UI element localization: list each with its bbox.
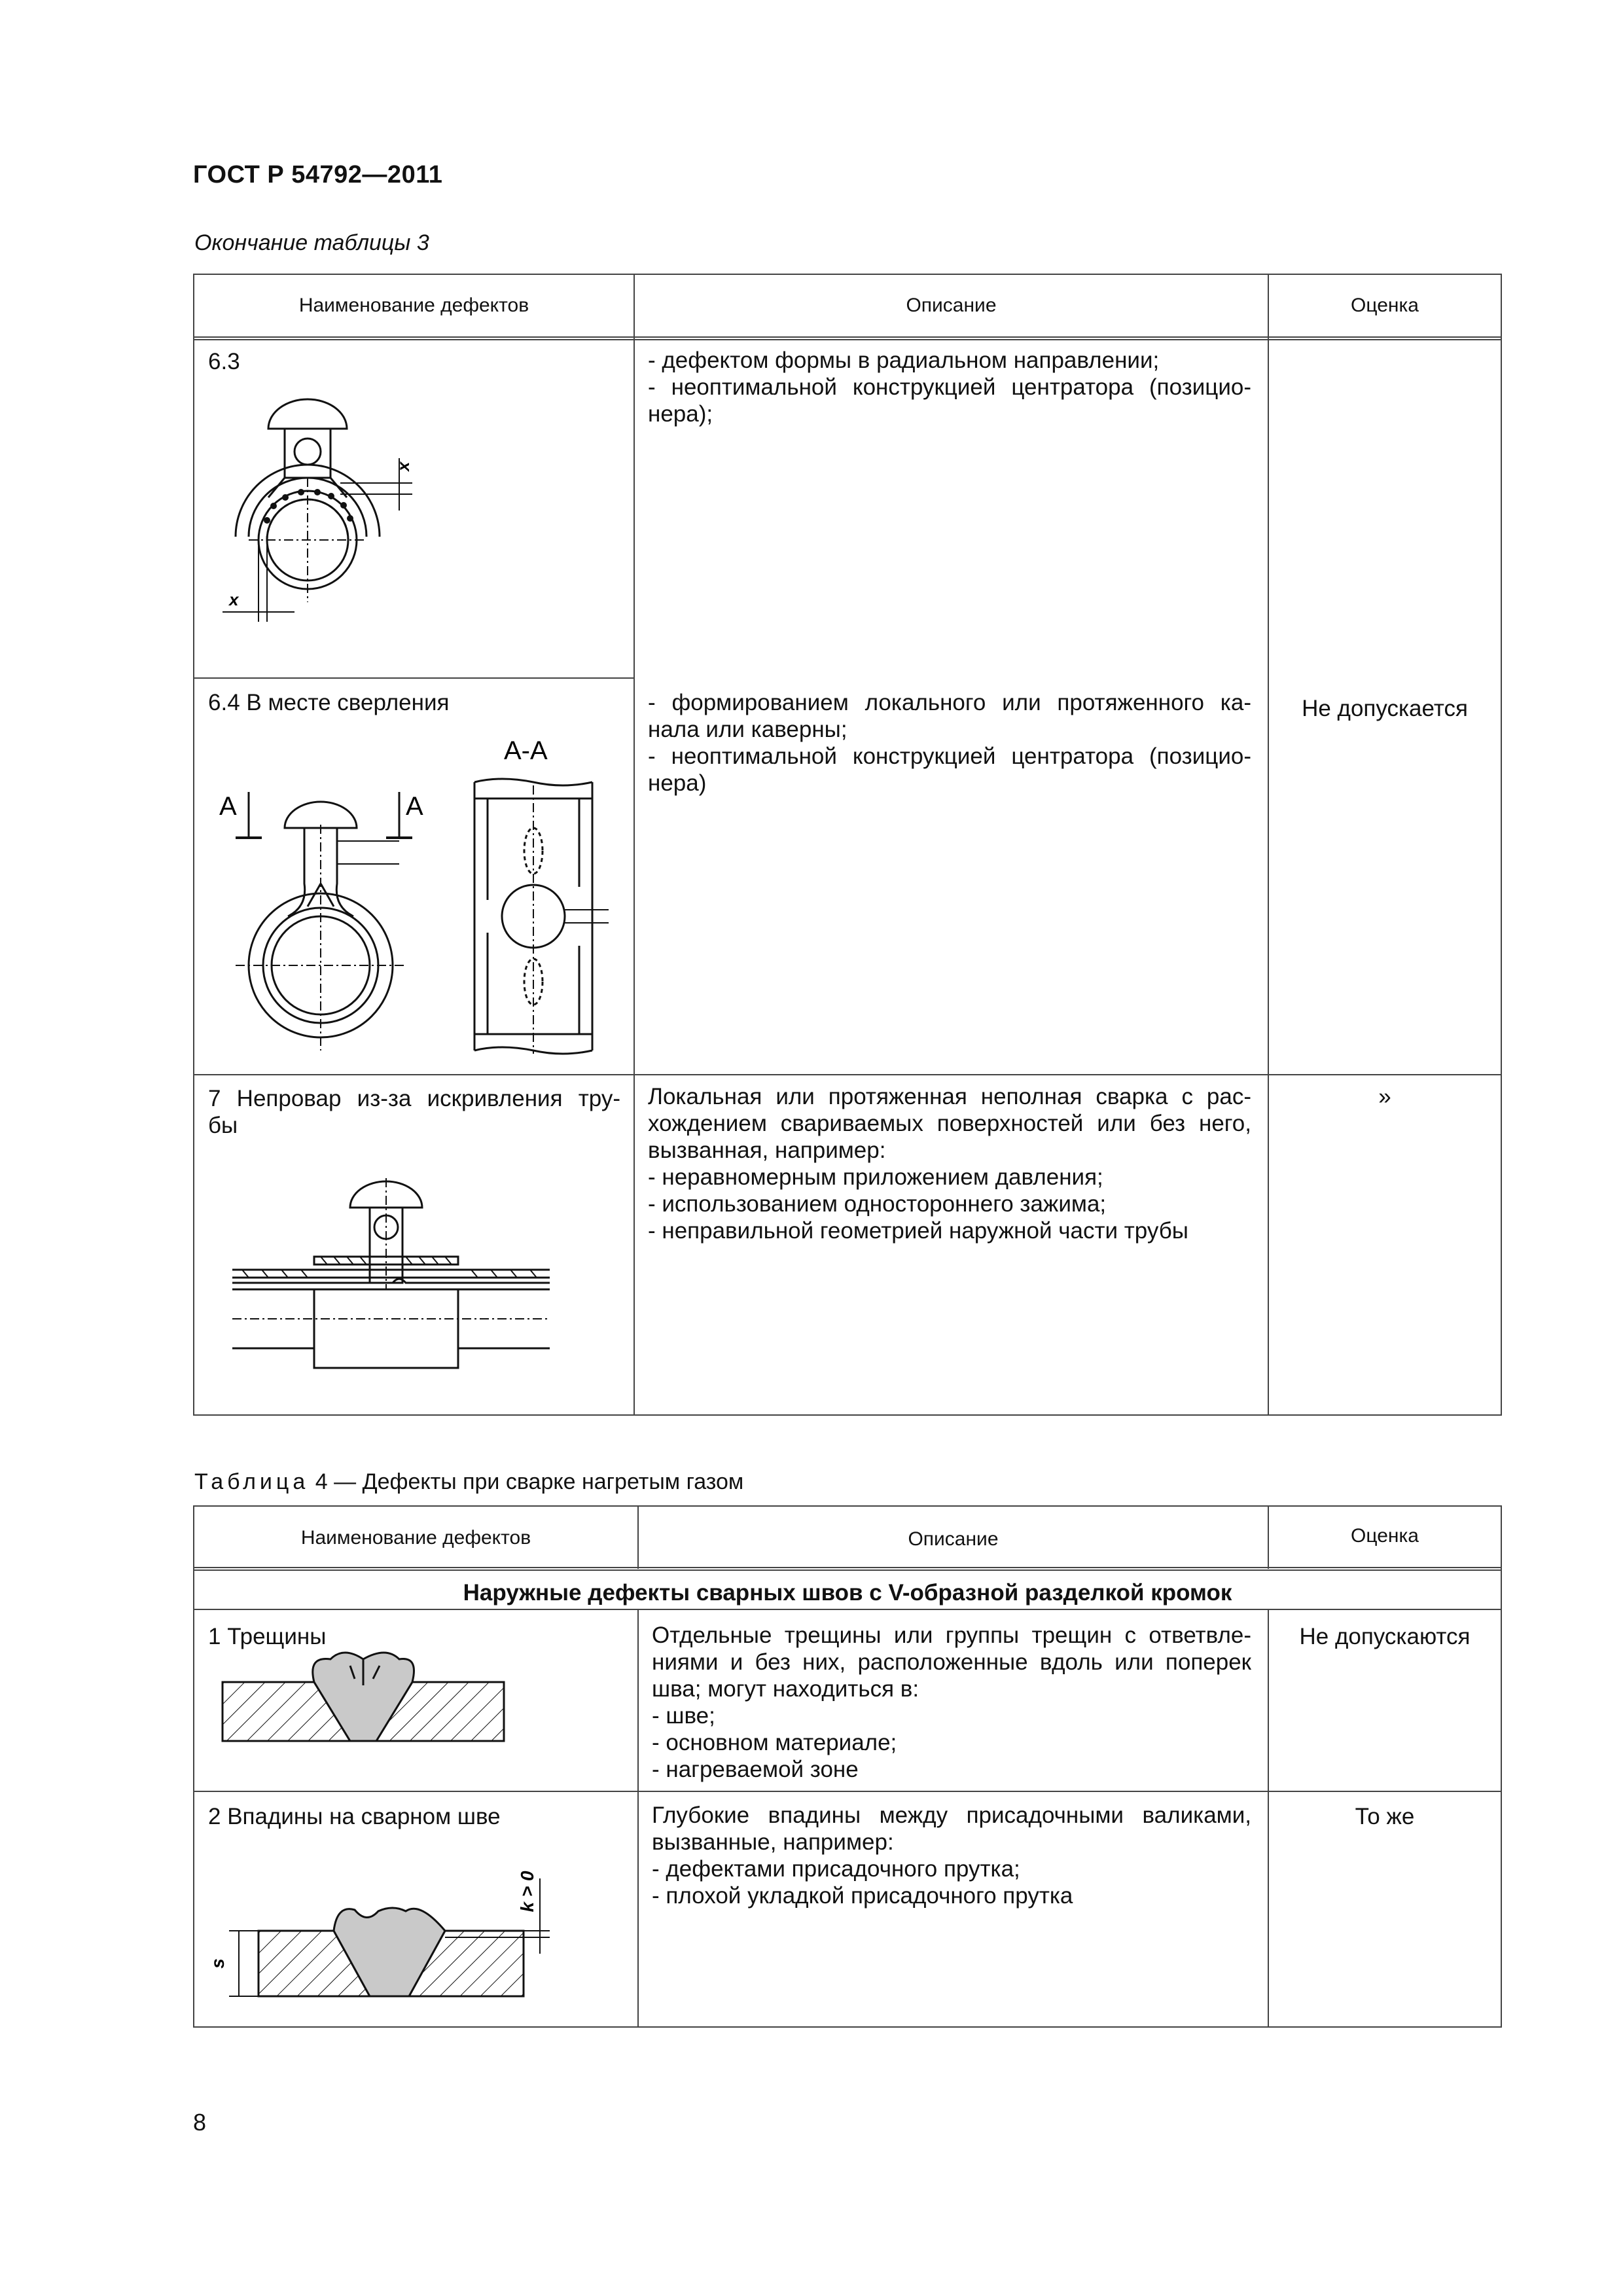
- dimension-label-x: x: [229, 590, 239, 609]
- defect-name: 6.4 В месте сверления: [208, 690, 450, 715]
- table-row: [208, 348, 240, 375]
- description-line: хождением свариваемых поверхностей или без него,: [648, 1111, 1251, 1136]
- table3-col-rating: Оценка: [1351, 295, 1419, 316]
- defect-description: [652, 1622, 1251, 1783]
- description-line: Локальная или протяженная неполная сварка с рас-: [648, 1084, 1251, 1109]
- description-line: Глубокие впадины между присадочными валиками,: [652, 1803, 1251, 1828]
- table4-caption-text: 4 — Дефекты при сварке нагретым газом: [315, 1469, 744, 1494]
- page-number: 8: [193, 2109, 207, 2136]
- table4-col-name: Наименование дефектов: [300, 1527, 531, 1549]
- drilling-defect-figure: [209, 720, 615, 1060]
- defect-description: [648, 347, 1251, 427]
- description-line: нала или каверны;: [648, 717, 847, 742]
- rating-ditto: »: [1378, 1084, 1391, 1109]
- description-line: - неоптимальной конструкцией центратора (позицио-: [648, 374, 1251, 400]
- pipe-misalignment-figure: [223, 1158, 563, 1381]
- description-line: - неправильной геометрией наружной части трубы: [648, 1218, 1188, 1244]
- description-line: - дефектом формы в радиальном направлении;: [648, 348, 1160, 373]
- rating: То же: [1355, 1804, 1415, 1829]
- dimension-label-x: x: [393, 461, 413, 471]
- description-line: вызванные, например:: [652, 1829, 894, 1855]
- defect-name: бы: [208, 1113, 238, 1138]
- table3-caption: Окончание таблицы 3: [194, 230, 429, 255]
- description-line: - плохой укладкой присадочного прутка: [652, 1883, 1073, 1909]
- description-line: - использованием одностороннего зажима;: [648, 1191, 1107, 1217]
- table4-caption-prefix: Таблица: [194, 1469, 310, 1494]
- table4-col-rating: Оценка: [1351, 1525, 1419, 1547]
- crack-defect-figure: [216, 1649, 510, 1754]
- dimension-label-s: s: [207, 1958, 228, 1969]
- description-line: - нагреваемой зоне: [652, 1757, 859, 1782]
- section-title: Наружные дефекты сварных швов с V-образной разделкой кромок: [463, 1580, 1232, 1605]
- cut-label-left: А: [219, 792, 237, 821]
- defect-description: [648, 689, 1251, 797]
- defect-name: 7 Непровар из-за искривления тру-: [208, 1086, 620, 1111]
- table-row: [208, 689, 449, 716]
- document-header: ГОСТ Р 54792—2011: [193, 161, 443, 188]
- defect-name: 1 Трещины: [208, 1624, 327, 1649]
- description-line: нера);: [648, 401, 713, 427]
- defect-name: 2 Впадины на сварном шве: [208, 1804, 501, 1829]
- description-line: - шве;: [652, 1703, 715, 1729]
- description-line: - дефектами присадочного прутка;: [652, 1856, 1020, 1882]
- rating: Не допускаются: [1299, 1624, 1471, 1649]
- table3-col-name: Наименование дефектов: [298, 295, 529, 316]
- merged-rating: Не допускается: [1302, 696, 1468, 721]
- centrator-radial-defect-figure: [209, 380, 425, 628]
- description-line: нера): [648, 770, 707, 796]
- defect-description: [648, 1083, 1251, 1244]
- table4-caption: [194, 1469, 743, 1495]
- section-label: А-А: [504, 736, 548, 765]
- defect-name: 6.3: [208, 349, 240, 374]
- table3-col-description: Описание: [906, 295, 997, 316]
- weld-groove-figure: [209, 1839, 563, 2009]
- description-line: - формированием локального или протяженного ка-: [648, 690, 1251, 715]
- description-line: Отдельные трещины или группы трещин с ответвле-: [652, 1623, 1251, 1648]
- description-line: - неравномерным приложением давления;: [648, 1164, 1103, 1190]
- table-row: [208, 1085, 620, 1139]
- dimension-label-k: k > 0: [517, 1871, 537, 1912]
- description-line: вызванная, например:: [648, 1138, 886, 1163]
- description-line: ниями и без них, расположенные вдоль или поперек: [652, 1649, 1251, 1675]
- cut-label-right: А: [406, 792, 423, 821]
- defect-description: [652, 1802, 1251, 1909]
- description-line: шва; могут находиться в:: [652, 1676, 919, 1702]
- description-line: - основном материале;: [652, 1730, 897, 1755]
- description-line: - неоптимальной конструкцией центратора (позицио-: [648, 744, 1251, 769]
- table4-col-description: Описание: [908, 1528, 999, 1550]
